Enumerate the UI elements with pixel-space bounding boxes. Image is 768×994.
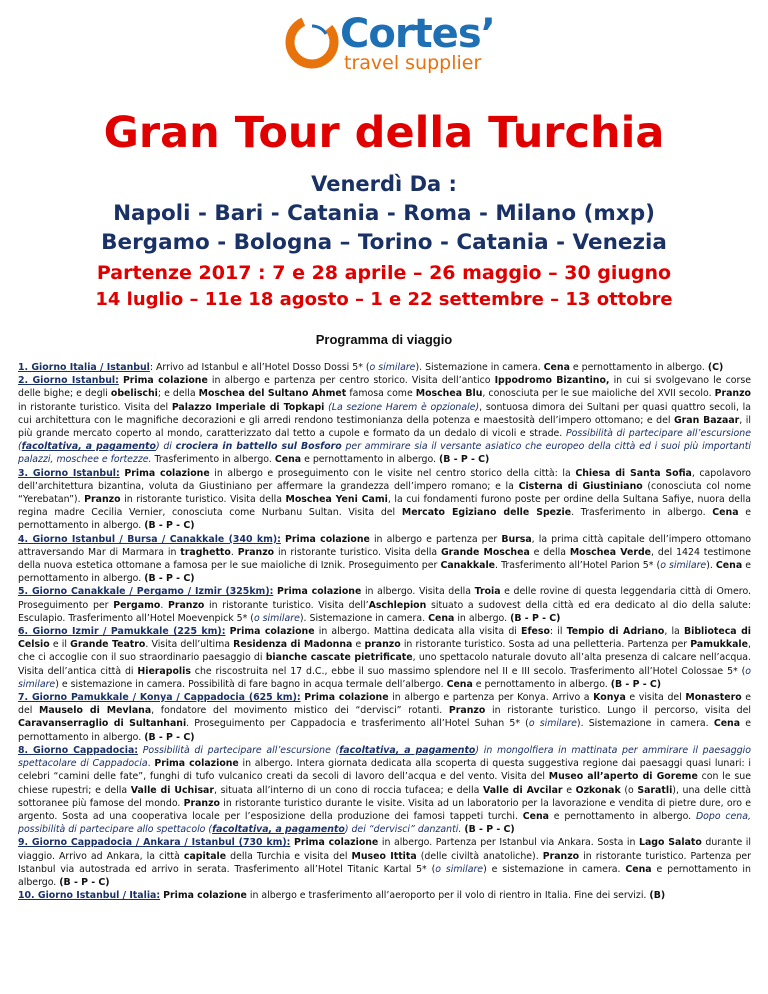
- day-text: Possibilità di partecipare all’escursione (: [18, 428, 751, 453]
- departure-dates-line-2: 14 luglio – 11e 18 agosto – 1 e 22 settembre – 13 ottobre: [95, 289, 673, 310]
- day-text: Trasferimento in albergo.: [151, 454, 275, 466]
- day-text: in albergo e proseguimento con le visite nel centro storico della città: la: [209, 467, 576, 479]
- day-text: Cena: [543, 362, 570, 373]
- itinerary-day: [18, 889, 751, 902]
- day-text: Chiesa di Santa Sofia: [575, 467, 692, 479]
- day-text: (B - P - C): [464, 824, 515, 836]
- day-text: Mercato Egiziano delle Spezie: [401, 507, 572, 519]
- day-text: (C): [707, 362, 724, 373]
- day-text: in ristorante turistico. Visita dell’: [204, 599, 369, 611]
- day-text: (B - P - C): [144, 573, 195, 585]
- day-text: ) di: [155, 441, 176, 453]
- logo-brand-text: Cortes’: [340, 11, 495, 57]
- day-text: Prima colazione: [229, 626, 315, 638]
- day-text: e: [562, 784, 576, 796]
- itinerary: [18, 361, 751, 902]
- day-text: Pergamo: [113, 599, 161, 611]
- day-text: (B - P - C): [144, 520, 195, 532]
- day-text: ). Sistemazione in camera.: [415, 362, 544, 373]
- day-text: Prima colazione: [122, 375, 208, 387]
- day-text: in albergo. Intera giornata dedicata alla scoperta di questa suggestiva regione dai paesaggi quasi lunari: i celebri “camini delle fate”, funghi di tufo vulcanico creati da secoli di lavoro dell’acqua e del vento. Visita del: [18, 758, 751, 783]
- day-text: e pernottamento in albergo.: [301, 454, 440, 466]
- day-text: ) e sistemazione in camera.: [483, 863, 626, 875]
- day-text: Grande Teatro: [70, 639, 146, 651]
- day-title: 3. Giorno Istanbul:: [18, 467, 120, 479]
- day-text: Pranzo: [237, 546, 275, 558]
- itinerary-day: [18, 836, 751, 889]
- day-text: in ristorante turistico. Visita della: [120, 494, 286, 506]
- day-text: Cena: [446, 678, 473, 690]
- day-text: Prima colazione: [154, 758, 239, 770]
- day-text: Cena: [713, 718, 741, 730]
- day-text: bianche cascate pietrificate: [265, 652, 413, 664]
- tour-title: Gran Tour della Turchia: [103, 108, 665, 158]
- day-text: ), una delle città sottoranee più famose del mondo.: [18, 784, 751, 809]
- day-text: ) dei “dervisci” danzanti.: [344, 824, 462, 836]
- day-text: per ammirare sia il versante asiatico che europeo della città ed i suoi più importanti palazzi, moschee e fortezze.: [18, 441, 751, 466]
- day-text: Prima colazione: [124, 467, 210, 479]
- day-text: in ristorante turistico. Partenza per Istanbul via autostrada ed arrivo in serata. Trasferimento all’Hotel Titanic Kartal 5* (: [18, 850, 752, 875]
- day-text: capitale: [183, 850, 227, 862]
- day-text: (conosciuta col nome “Yerebatan”).: [18, 480, 752, 506]
- day-text: Valle di Uchisar: [130, 784, 214, 796]
- day-text: in albergo. Mattina dedicata alla visita di: [314, 626, 522, 638]
- day-text: e pernottamento in albergo.: [548, 810, 696, 822]
- day-title: 9. Giorno Cappadocia / Ankara / Istanbul (730 km):: [18, 837, 291, 849]
- day-text: con le sue chiese rupestri; e della: [18, 771, 751, 796]
- day-text: in ristorante turistico. Visita del: [18, 401, 172, 413]
- day-text: ; e della: [157, 388, 199, 400]
- day-text: in albergo e partenza per: [369, 533, 502, 545]
- day-text: Valle di Avcilar: [482, 784, 563, 796]
- day-text: Pranzo: [542, 850, 580, 862]
- day-text: (B - P - C): [610, 678, 662, 690]
- day-text: . Proseguimento per Cappadocia e trasferimento all’Hotel Suhan 5* (: [186, 718, 529, 730]
- day-text: Ozkonak: [575, 784, 621, 796]
- day-text: , conosciuta per le sue maioliche del XVII secolo.: [482, 388, 715, 400]
- day-text: Moschea Yeni Cami: [285, 494, 388, 506]
- day-text: e visita del: [625, 692, 686, 704]
- day-text: in cui si svolgevano le corse delle bighe; e degli: [18, 375, 751, 400]
- day-text: . Visita dell’ultima: [145, 639, 234, 651]
- day-text: famosa come: [346, 388, 416, 400]
- day-text: Biblioteca di Celsio: [18, 626, 751, 651]
- day-text: Prima colazione: [304, 692, 389, 704]
- day-text: , la prima città capitale dell’impero ottomano attraversando Mar di Marmara in: [18, 533, 752, 558]
- day-text: che riscostruita nel 17 d.C., ebbe il suo massimo splendore nel II e III secolo. Trasferimento all’Hotel Colossae 5* (: [190, 665, 746, 677]
- day-text: facoltativa, a pagamento: [339, 744, 476, 756]
- day-text: o similare: [18, 665, 751, 690]
- day-text: in albergo.: [454, 612, 511, 624]
- day-text: (B - P - C): [439, 454, 490, 466]
- itinerary-day: [18, 467, 751, 533]
- departure-cities-line-1: Napoli - Bari - Catania - Roma - Milano (mxp): [113, 201, 655, 226]
- day-text: e delle rovine di questa leggendaria città di Omero. Proseguimento per: [18, 586, 751, 611]
- day-text: ). Sistemazione in camera.: [576, 718, 714, 730]
- day-text: Possibilità di partecipare all’escursione (: [142, 744, 340, 756]
- day-text: durante il viaggio. Arrivo ad Ankara, la città: [18, 837, 752, 862]
- day-text: crociera in battello sul Bosforo: [175, 441, 342, 453]
- day-text: (B - P - C): [144, 731, 195, 743]
- day-text: in ristorante turistico. Lungo il percorso, visita del: [485, 705, 751, 717]
- day-text: Pranzo: [714, 388, 752, 400]
- day-text: o similare: [253, 612, 300, 624]
- globe-ring-icon: [282, 12, 342, 72]
- day-text: Museo all’aperto di Goreme: [548, 771, 698, 783]
- day-text: Cena: [428, 612, 455, 624]
- day-text: facoltativa, a pagamento: [21, 441, 156, 453]
- departure-cities-line-2: Bergamo - Bologna – Torino - Catania - Venezia: [101, 230, 667, 255]
- day-text: e il: [49, 639, 71, 651]
- day-text: Ippodromo Bizantino,: [494, 375, 610, 387]
- day-text: e del: [18, 692, 752, 717]
- day-text: o similare: [528, 718, 577, 730]
- day-text: .: [230, 546, 238, 558]
- day-text: in ristorante turistico. Sosta ad una pelletteria. Partenza per: [400, 639, 691, 651]
- day-text: in ristorante turistico durante le visite. Visita ad un laboratorio per la lavorazione e vendita di pietre dure, oro e argento. Sosta ad una cooperativa locale per l’esposizione della produzione dei famosi tappeti turchi.: [18, 797, 751, 822]
- day-text: e della: [529, 546, 570, 558]
- day-text: ) in mongolfiera in mattinata per ammirare il paesaggio spettacolare di Cappadocia: [18, 744, 752, 770]
- day-text: Monastero: [685, 692, 742, 704]
- day-text: Dopo cena, possibilità di partecipare allo spettacolo (: [18, 810, 751, 836]
- day-text: Saratli: [637, 784, 673, 796]
- day-text: Gran Bazaar: [673, 414, 740, 426]
- day-text: Cena: [712, 507, 739, 519]
- day-text: , capolavoro dell’architettura bizantina, voluta da Giustiniano per affermare la grandezza dell’impero romano; e la: [18, 467, 752, 492]
- day-text: (B): [649, 890, 666, 902]
- day-text: Moschea Blu: [415, 388, 483, 400]
- day-text: Hierapolis: [137, 665, 191, 677]
- day-text: in ristorante turistico. Visita della: [274, 546, 441, 558]
- day-title: 6. Giorno Izmir / Pamukkale (225 km):: [18, 626, 226, 638]
- day-text: e pernottamento in albergo.: [569, 362, 708, 373]
- day-text: e pernottamento in albergo.: [18, 507, 751, 532]
- day-text: ). Sistemazione in camera.: [299, 612, 429, 624]
- day-title: 1. Giorno Italia / Istanbul: [18, 362, 150, 373]
- day-text: (La sezione Harem è opzionale): [324, 401, 480, 413]
- itinerary-day: [18, 691, 751, 744]
- day-text: e pernottamento in albergo.: [18, 560, 752, 585]
- day-text: , che ci accoglie con il suo straordinario paesaggio di: [18, 639, 751, 664]
- day-text: Troia: [474, 586, 501, 598]
- day-text: Pamukkale: [690, 639, 749, 651]
- itinerary-day: [18, 744, 751, 836]
- day-text: , la: [664, 626, 684, 638]
- day-text: Bursa: [501, 533, 532, 545]
- day-text: Pranzo: [167, 599, 205, 611]
- day-text: .: [147, 758, 155, 770]
- day-text: Moschea Verde: [569, 546, 652, 558]
- day-text: : il: [549, 626, 567, 638]
- day-text: situato a sudovest della città ed era dedicato al dio della salute: Esculapio. Trasferimento all’Hotel Moevenpick 5* (: [18, 599, 752, 624]
- day-text: in albergo e partenza per centro storico. Visita dell’antico: [207, 375, 495, 387]
- day-text: ).: [706, 560, 716, 572]
- day-text: e pernottamento in albergo.: [18, 718, 751, 743]
- day-text: o similare: [660, 560, 707, 572]
- day-text: traghetto: [180, 546, 231, 558]
- day-title: 8. Giorno Cappadocia:: [18, 744, 139, 756]
- itinerary-day: [18, 533, 751, 586]
- day-text: , fondatore del movimento mistico dei “dervisci” rotanti.: [151, 705, 449, 717]
- day-text: Palazzo Imperiale di Topkapi: [171, 401, 325, 413]
- day-text: Canakkale: [440, 560, 496, 572]
- day-text: Residenza di Madonna: [233, 639, 353, 651]
- day-text: e pernottamento in albergo.: [472, 678, 611, 690]
- day-text: Pranzo: [448, 705, 486, 717]
- itinerary-day: [18, 361, 751, 374]
- day-title: 10. Giorno Istanbul / Italia:: [18, 890, 161, 902]
- day-text: facoltativa, a pagamento: [212, 824, 345, 836]
- day-text: Prima colazione: [293, 837, 379, 849]
- day-text: Grande Moschea: [440, 546, 530, 558]
- day-text: , del 1424 testimone della nuova estetica ottomane a famosa per le sue maioliche di Iznik. Proseguimento per: [18, 546, 751, 572]
- day-text: Caravanserraglio di Sultanhani: [18, 718, 187, 730]
- day-text: Prima colazione: [285, 533, 370, 545]
- day-text: Moschea del Sultano Ahmet: [198, 388, 347, 400]
- day-text: o similare: [435, 863, 484, 875]
- logo-subtitle: travel supplier: [344, 52, 482, 74]
- day-text: Prima colazione: [163, 890, 247, 902]
- day-text: , uno spettacolo naturale dovuto all’alta presenza di calcare nell’acqua. Visita dell’antica città di: [18, 652, 751, 677]
- day-text: ) e sistemazione in camera. Possibilità di fare bagno in acqua termale dell’albergo.: [55, 678, 447, 690]
- day-text: (o: [620, 784, 638, 796]
- day-text: in albergo e trasferimento all’aeroporto per il volo di rientro in Italia. Fine dei servizi.: [246, 890, 650, 902]
- day-text: Lago Salato: [638, 837, 702, 849]
- day-text: Cisterna di Giustiniano: [518, 480, 643, 492]
- day-text: Mauselo di Mevlana: [39, 705, 152, 717]
- day-text: Prima colazione: [276, 586, 362, 598]
- day-text: (B - P - C): [510, 612, 561, 624]
- day-text: della Turchia e visita del: [226, 850, 352, 862]
- day-title: 5. Giorno Canakkale / Pergamo / Izmir (325km):: [18, 586, 274, 598]
- day-text: e: [352, 639, 365, 651]
- day-text: o similare: [369, 362, 416, 373]
- day-text: in albergo e partenza per Konya. Arrivo a: [388, 692, 594, 704]
- itinerary-day: [18, 625, 751, 691]
- day-title: 7. Giorno Pamukkale / Konya / Cappadocia (625 km):: [18, 692, 301, 704]
- cortes-logo: [282, 10, 512, 80]
- day-text: Konya: [593, 692, 626, 704]
- day-text: Cena: [715, 560, 743, 572]
- day-text: .: [160, 599, 168, 611]
- day-text: Pranzo: [84, 494, 121, 506]
- day-text: in albergo. Partenza per Istanbul via Ankara. Sosta in: [378, 837, 639, 849]
- day-text: , la cui fondamenti furono poste per ordine della Sultana Safiye, nuora della regina madre Cecilia Vernier, conosciuta come Nurbanu Sultan. Visita del: [18, 494, 751, 519]
- day-text: : Arrivo ad Istanbul e all’Hotel Dosso Dossi 5* (: [149, 362, 370, 373]
- day-text: . Trasferimento in albergo.: [571, 507, 713, 519]
- day-text: in albergo. Visita della: [361, 586, 475, 598]
- day-text: Museo Ittita: [351, 850, 417, 862]
- day-title: 4. Giorno Istanbul / Bursa / Canakkale (340 km):: [18, 533, 281, 545]
- day-text: , situata all’interno di un cono di roccia tufacea; e della: [213, 784, 483, 796]
- day-text: , sontuosa dimora dei Sultani per quasi quattro secoli, la cui architettura con le magnifiche decorazioni e gli arredi rendono testimonianza della potenza e maestosità dell’impero ottomano; e del: [18, 401, 751, 426]
- day-text: Cena: [274, 454, 302, 466]
- day-text: Efeso: [521, 626, 550, 638]
- day-text: e pernottamento in albergo.: [18, 863, 751, 888]
- day-text: Cena: [522, 810, 549, 822]
- departure-day: Venerdì Da :: [311, 172, 457, 196]
- day-text: Pranzo: [183, 797, 220, 809]
- day-text: obelischi: [110, 388, 158, 400]
- program-title: Programma di viaggio: [315, 332, 453, 347]
- day-text: (delle civiltà anatoliche).: [416, 850, 543, 862]
- day-text: . Trasferimento all’Hotel Parion 5* (: [495, 560, 661, 572]
- day-text: , il più grande mercato coperto al mondo, caratterizzato dal tetto a cupole e formato da un dedalo di vicoli e strade.: [18, 414, 751, 440]
- day-title: 2. Giorno Istanbul:: [18, 375, 119, 387]
- day-text: (B - P - C): [59, 876, 110, 888]
- day-text: pranzo: [364, 639, 401, 651]
- day-text: Tempio di Adriano: [566, 626, 665, 638]
- day-text: Cena: [625, 863, 652, 875]
- itinerary-day: [18, 374, 751, 466]
- itinerary-day: [18, 585, 751, 625]
- departure-dates-line-1: Partenze 2017 : 7 e 28 aprile – 26 maggio – 30 giugno: [96, 262, 672, 284]
- day-text: Aschlepion: [368, 599, 427, 611]
